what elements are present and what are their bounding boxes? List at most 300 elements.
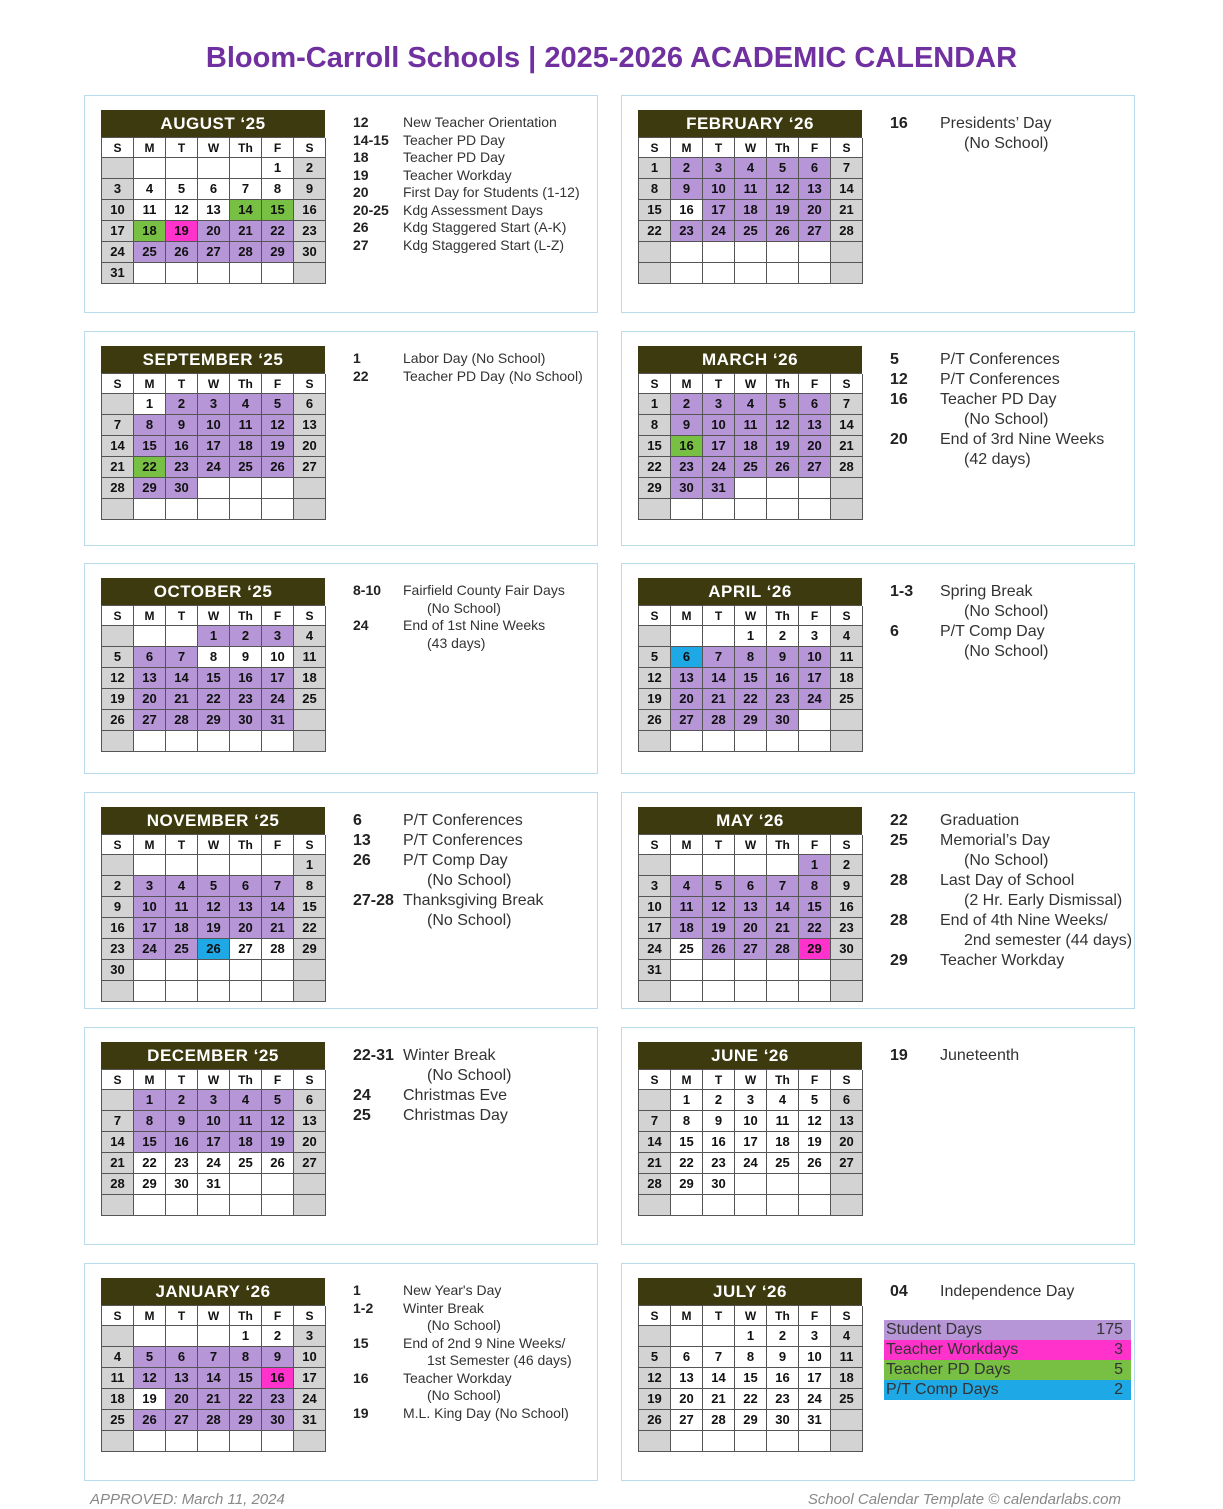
- weekday-header: S: [294, 374, 326, 394]
- event-text: Independence Day: [940, 1283, 1075, 1300]
- day-cell: 27: [671, 1410, 703, 1431]
- event-date: 28: [890, 912, 908, 929]
- empty-day-cell: [294, 499, 326, 520]
- day-cell: 3: [703, 158, 735, 179]
- weekday-header: F: [262, 374, 294, 394]
- day-cell: 14: [166, 668, 198, 689]
- day-cell: 8: [639, 415, 671, 436]
- day-cell: 25: [831, 1389, 863, 1410]
- month-panel: [84, 563, 598, 774]
- day-cell: 16: [671, 436, 703, 457]
- event-date: 1-2: [353, 1299, 374, 1316]
- legend-label: Teacher Workdays: [886, 1341, 1019, 1358]
- day-cell: 17: [735, 1132, 767, 1153]
- day-cell: 13: [831, 1111, 863, 1132]
- empty-day-cell: [639, 855, 671, 876]
- day-cell: 14: [767, 897, 799, 918]
- event-text: Kdg Staggered Start (L-Z): [403, 236, 565, 253]
- day-cell: 9: [671, 415, 703, 436]
- event-text: (No School): [427, 1387, 501, 1403]
- empty-day-cell: [671, 981, 703, 1002]
- event-date: [890, 410, 940, 430]
- day-cell: 15: [230, 1368, 262, 1389]
- event-date: 22: [890, 812, 908, 829]
- day-cell: 30: [166, 1174, 198, 1195]
- day-cell: 11: [767, 1111, 799, 1132]
- day-cell: 26: [639, 1410, 671, 1431]
- empty-day-cell: [639, 1090, 671, 1111]
- empty-day-cell: [735, 731, 767, 752]
- weekday-header: W: [198, 138, 230, 158]
- day-cell: 31: [102, 263, 134, 284]
- day-cell: 10: [639, 897, 671, 918]
- day-cell: 6: [799, 158, 831, 179]
- events-list: [890, 350, 1130, 470]
- weekday-header: Th: [767, 138, 799, 158]
- day-cell: 16: [102, 918, 134, 939]
- empty-day-cell: [639, 1326, 671, 1347]
- day-cell: 19: [639, 1389, 671, 1410]
- event-text: First Day for Students (1-12): [403, 184, 580, 200]
- empty-day-cell: [799, 1431, 831, 1452]
- day-cell: 14: [703, 668, 735, 689]
- day-cell: 11: [671, 897, 703, 918]
- day-cell: 21: [639, 1153, 671, 1174]
- month-panel: [621, 95, 1135, 313]
- empty-day-cell: [262, 960, 294, 981]
- day-grid: [638, 137, 862, 284]
- empty-day-cell: [639, 242, 671, 263]
- weekday-header: S: [831, 835, 863, 855]
- event-date: 16: [353, 1369, 369, 1386]
- month-title: FEBRUARY ‘26: [638, 110, 862, 137]
- event-date: [353, 911, 403, 931]
- empty-day-cell: [166, 731, 198, 752]
- event-date: 8-10: [353, 582, 382, 598]
- empty-day-cell: [671, 855, 703, 876]
- day-cell: 26: [198, 939, 230, 960]
- empty-day-cell: [262, 855, 294, 876]
- empty-day-cell: [831, 478, 863, 499]
- day-cell: 28: [639, 1174, 671, 1195]
- event-text: Presidents’ Day: [940, 115, 1052, 132]
- day-cell: 30: [671, 478, 703, 499]
- day-cell: 17: [198, 1132, 230, 1153]
- day-cell: 29: [230, 1410, 262, 1431]
- day-cell: 4: [831, 626, 863, 647]
- event-item: [353, 871, 593, 891]
- weekday-header: F: [799, 835, 831, 855]
- event-date: 22: [353, 367, 369, 384]
- empty-day-cell: [198, 960, 230, 981]
- event-item: [890, 450, 1130, 470]
- event-text: (No School): [964, 643, 1049, 660]
- events-list: [353, 1046, 593, 1126]
- day-cell: 3: [262, 626, 294, 647]
- empty-day-cell: [102, 1431, 134, 1452]
- weekday-header: M: [671, 835, 703, 855]
- day-cell: 5: [767, 158, 799, 179]
- day-cell: 13: [735, 897, 767, 918]
- day-cell: 26: [102, 710, 134, 731]
- day-cell: 18: [735, 436, 767, 457]
- empty-day-cell: [703, 981, 735, 1002]
- event-text: Teacher PD Day (No School): [403, 367, 583, 384]
- day-cell: 15: [735, 668, 767, 689]
- day-cell: 3: [198, 1090, 230, 1111]
- event-date: [353, 871, 403, 891]
- day-cell: 23: [767, 1389, 799, 1410]
- day-cell: 17: [294, 1368, 326, 1389]
- template-credit: School Calendar Template © calendarlabs.com: [807, 1491, 1121, 1508]
- day-cell: 27: [799, 457, 831, 478]
- day-cell: 29: [262, 242, 294, 263]
- empty-day-cell: [799, 1195, 831, 1216]
- event-date: 6: [353, 812, 362, 829]
- event-item: [353, 184, 593, 202]
- weekday-header: W: [198, 1070, 230, 1090]
- day-cell: 1: [639, 158, 671, 179]
- events-list: [353, 1282, 593, 1422]
- day-cell: 4: [230, 394, 262, 415]
- event-text: (No School): [964, 411, 1049, 428]
- empty-day-cell: [639, 263, 671, 284]
- day-cell: 1: [230, 1326, 262, 1347]
- day-cell: 16: [767, 668, 799, 689]
- event-text: Last Day of School: [940, 872, 1075, 889]
- event-text: P/T Comp Day: [403, 852, 508, 869]
- empty-day-cell: [735, 263, 767, 284]
- empty-day-cell: [166, 1195, 198, 1216]
- day-cell: 26: [767, 457, 799, 478]
- day-cell: 16: [230, 668, 262, 689]
- day-cell: 11: [102, 1368, 134, 1389]
- empty-day-cell: [166, 981, 198, 1002]
- month-panel: [621, 1263, 1135, 1481]
- day-cell: 5: [102, 647, 134, 668]
- event-text: P/T Comp Day: [940, 623, 1045, 640]
- weekday-header: M: [671, 1306, 703, 1326]
- event-text: P/T Conferences: [403, 832, 523, 849]
- event-text: End of 2nd 9 Nine Weeks/: [403, 1334, 566, 1351]
- day-cell: 14: [102, 1132, 134, 1153]
- event-text: P/T Conferences: [403, 812, 523, 829]
- empty-day-cell: [671, 1326, 703, 1347]
- month-panel: [84, 1263, 598, 1481]
- event-date: 27: [353, 236, 369, 253]
- day-cell: 10: [102, 200, 134, 221]
- event-item: [353, 1370, 593, 1388]
- day-cell: 18: [102, 1389, 134, 1410]
- empty-day-cell: [166, 626, 198, 647]
- empty-day-cell: [134, 855, 166, 876]
- events-list: [353, 811, 593, 931]
- weekday-header: T: [166, 138, 198, 158]
- day-cell: 8: [198, 647, 230, 668]
- day-cell: 15: [262, 200, 294, 221]
- event-date: 19: [353, 166, 369, 183]
- day-cell: 20: [671, 689, 703, 710]
- empty-day-cell: [735, 1431, 767, 1452]
- day-cell: 26: [166, 242, 198, 263]
- day-cell: 18: [230, 1132, 262, 1153]
- empty-day-cell: [735, 855, 767, 876]
- day-cell: 9: [230, 647, 262, 668]
- day-cell: 23: [102, 939, 134, 960]
- event-date: [890, 931, 940, 951]
- event-text: Winter Break: [403, 1299, 484, 1316]
- day-cell: 5: [639, 647, 671, 668]
- empty-day-cell: [767, 478, 799, 499]
- event-text: Teacher PD Day: [940, 391, 1057, 408]
- event-text: Fairfield County Fair Days: [403, 582, 565, 598]
- day-cell: 29: [294, 939, 326, 960]
- day-cell: 11: [230, 1111, 262, 1132]
- empty-day-cell: [703, 1326, 735, 1347]
- event-item: [890, 1046, 1130, 1066]
- event-text: Winter Break: [403, 1047, 496, 1064]
- day-cell: 9: [767, 647, 799, 668]
- month-panel: [621, 792, 1135, 1009]
- empty-day-cell: [134, 626, 166, 647]
- day-cell: 23: [831, 918, 863, 939]
- day-cell: 6: [294, 1090, 326, 1111]
- month-calendar: [101, 578, 325, 752]
- day-cell: 4: [230, 1090, 262, 1111]
- event-text: Memorial’s Day: [940, 832, 1050, 849]
- day-cell: 22: [294, 918, 326, 939]
- day-cell: 18: [134, 221, 166, 242]
- weekday-header: S: [831, 1070, 863, 1090]
- event-item: [353, 1352, 593, 1370]
- event-date: [890, 134, 940, 154]
- day-cell: 11: [230, 415, 262, 436]
- day-cell: 14: [831, 415, 863, 436]
- day-cell: 22: [198, 689, 230, 710]
- event-date: 25: [890, 832, 908, 849]
- weekday-header: S: [102, 606, 134, 626]
- empty-day-cell: [831, 1410, 863, 1431]
- day-cell: 31: [703, 478, 735, 499]
- event-date: 5: [890, 351, 899, 368]
- event-text: (No School): [427, 1067, 512, 1084]
- day-cell: 30: [294, 242, 326, 263]
- event-item: [353, 368, 593, 386]
- day-cell: 6: [166, 1347, 198, 1368]
- event-item: [353, 202, 593, 220]
- event-item: [890, 831, 1130, 851]
- day-cell: 1: [735, 1326, 767, 1347]
- day-cell: 23: [703, 1153, 735, 1174]
- empty-day-cell: [198, 478, 230, 499]
- day-grid: [101, 1069, 325, 1216]
- weekday-header: M: [671, 138, 703, 158]
- day-cell: 22: [639, 457, 671, 478]
- day-cell: 29: [639, 478, 671, 499]
- event-text: 2nd semester (44 days): [964, 932, 1133, 949]
- day-cell: 31: [294, 1410, 326, 1431]
- approved-date: APPROVED: March 11, 2024: [90, 1491, 285, 1508]
- empty-day-cell: [166, 855, 198, 876]
- day-cell: 2: [294, 158, 326, 179]
- day-cell: 17: [639, 918, 671, 939]
- day-grid: [638, 1069, 862, 1216]
- empty-day-cell: [262, 263, 294, 284]
- day-cell: 13: [294, 415, 326, 436]
- empty-day-cell: [262, 731, 294, 752]
- day-cell: 7: [262, 876, 294, 897]
- empty-day-cell: [102, 855, 134, 876]
- empty-day-cell: [703, 960, 735, 981]
- event-text: M.L. King Day (No School): [403, 1404, 569, 1421]
- weekday-header: M: [671, 374, 703, 394]
- day-cell: 14: [230, 200, 262, 221]
- empty-day-cell: [198, 499, 230, 520]
- day-cell: 24: [703, 221, 735, 242]
- event-item: [890, 114, 1130, 134]
- empty-day-cell: [134, 1195, 166, 1216]
- weekday-header: S: [831, 374, 863, 394]
- event-item: [890, 390, 1130, 410]
- day-cell: 28: [703, 1410, 735, 1431]
- empty-day-cell: [703, 1195, 735, 1216]
- day-cell: 4: [671, 876, 703, 897]
- event-text: Juneteenth: [940, 1047, 1020, 1064]
- event-date: 26: [353, 219, 369, 235]
- empty-day-cell: [166, 499, 198, 520]
- day-cell: 25: [134, 242, 166, 263]
- day-cell: 4: [102, 1347, 134, 1368]
- empty-day-cell: [166, 1326, 198, 1347]
- day-cell: 14: [262, 897, 294, 918]
- day-cell: 2: [703, 1090, 735, 1111]
- day-cell: 23: [166, 1153, 198, 1174]
- event-date: 20: [890, 431, 908, 448]
- day-cell: 27: [294, 1153, 326, 1174]
- day-cell: 2: [831, 855, 863, 876]
- empty-day-cell: [198, 263, 230, 284]
- empty-day-cell: [703, 731, 735, 752]
- day-cell: 28: [102, 478, 134, 499]
- day-cell: 19: [262, 1132, 294, 1153]
- empty-day-cell: [831, 1195, 863, 1216]
- weekday-header: M: [671, 1070, 703, 1090]
- day-cell: 12: [198, 897, 230, 918]
- weekday-header: Th: [230, 1306, 262, 1326]
- empty-day-cell: [230, 731, 262, 752]
- day-cell: 14: [831, 179, 863, 200]
- day-cell: 10: [198, 415, 230, 436]
- day-cell: 22: [799, 918, 831, 939]
- day-cell: 12: [767, 179, 799, 200]
- empty-day-cell: [831, 1431, 863, 1452]
- day-cell: 20: [671, 1389, 703, 1410]
- empty-day-cell: [198, 158, 230, 179]
- event-text: (No School): [427, 912, 512, 929]
- weekday-header: Th: [767, 606, 799, 626]
- day-cell: 30: [230, 710, 262, 731]
- weekday-header: S: [639, 835, 671, 855]
- event-item: [353, 831, 593, 851]
- day-cell: 8: [262, 179, 294, 200]
- day-cell: 2: [671, 158, 703, 179]
- empty-day-cell: [134, 731, 166, 752]
- day-cell: 23: [262, 1389, 294, 1410]
- empty-day-cell: [703, 263, 735, 284]
- day-cell: 17: [262, 668, 294, 689]
- day-cell: 22: [735, 1389, 767, 1410]
- day-cell: 29: [735, 1410, 767, 1431]
- legend-count: 5: [1114, 1361, 1123, 1378]
- day-cell: 16: [671, 200, 703, 221]
- events-list: [353, 114, 593, 254]
- empty-day-cell: [831, 731, 863, 752]
- event-text: End of 1st Nine Weeks: [403, 617, 546, 633]
- day-cell: 30: [767, 710, 799, 731]
- weekday-header: M: [134, 1306, 166, 1326]
- day-cell: 15: [799, 897, 831, 918]
- empty-day-cell: [294, 960, 326, 981]
- empty-day-cell: [639, 731, 671, 752]
- day-cell: 17: [198, 436, 230, 457]
- day-grid: [638, 605, 862, 752]
- weekday-header: W: [735, 1070, 767, 1090]
- day-cell: 3: [799, 1326, 831, 1347]
- weekday-header: S: [294, 1306, 326, 1326]
- empty-day-cell: [294, 1174, 326, 1195]
- day-cell: 8: [294, 876, 326, 897]
- month-calendar: [101, 1278, 325, 1452]
- event-text: (42 days): [964, 451, 1031, 468]
- event-text: (No School): [427, 872, 512, 889]
- day-cell: 17: [703, 436, 735, 457]
- day-cell: 29: [671, 1174, 703, 1195]
- event-item: [353, 1106, 593, 1126]
- legend-count: 2: [1114, 1381, 1123, 1398]
- day-cell: 9: [831, 876, 863, 897]
- day-cell: 17: [799, 668, 831, 689]
- empty-day-cell: [671, 731, 703, 752]
- day-cell: 21: [831, 200, 863, 221]
- empty-day-cell: [230, 158, 262, 179]
- event-item: [353, 149, 593, 167]
- day-cell: 16: [703, 1132, 735, 1153]
- day-grid: [101, 605, 325, 752]
- day-cell: 11: [735, 179, 767, 200]
- empty-day-cell: [294, 1195, 326, 1216]
- day-cell: 10: [703, 415, 735, 436]
- weekday-header: T: [703, 835, 735, 855]
- weekday-header: S: [294, 138, 326, 158]
- weekday-header: W: [198, 1306, 230, 1326]
- day-cell: 5: [262, 394, 294, 415]
- day-grid: [101, 834, 325, 1002]
- event-item: [890, 1282, 1130, 1302]
- month-title: NOVEMBER ‘25: [101, 807, 325, 834]
- day-cell: 6: [294, 394, 326, 415]
- weekday-header: F: [262, 606, 294, 626]
- day-cell: 27: [166, 1410, 198, 1431]
- day-cell: 13: [198, 200, 230, 221]
- weekday-header: F: [262, 1306, 294, 1326]
- day-cell: 26: [262, 1153, 294, 1174]
- event-item: [353, 1066, 593, 1086]
- day-cell: 9: [262, 1347, 294, 1368]
- legend-row: [884, 1320, 1131, 1340]
- event-item: [890, 811, 1130, 831]
- weekday-header: M: [134, 606, 166, 626]
- day-cell: 12: [134, 1368, 166, 1389]
